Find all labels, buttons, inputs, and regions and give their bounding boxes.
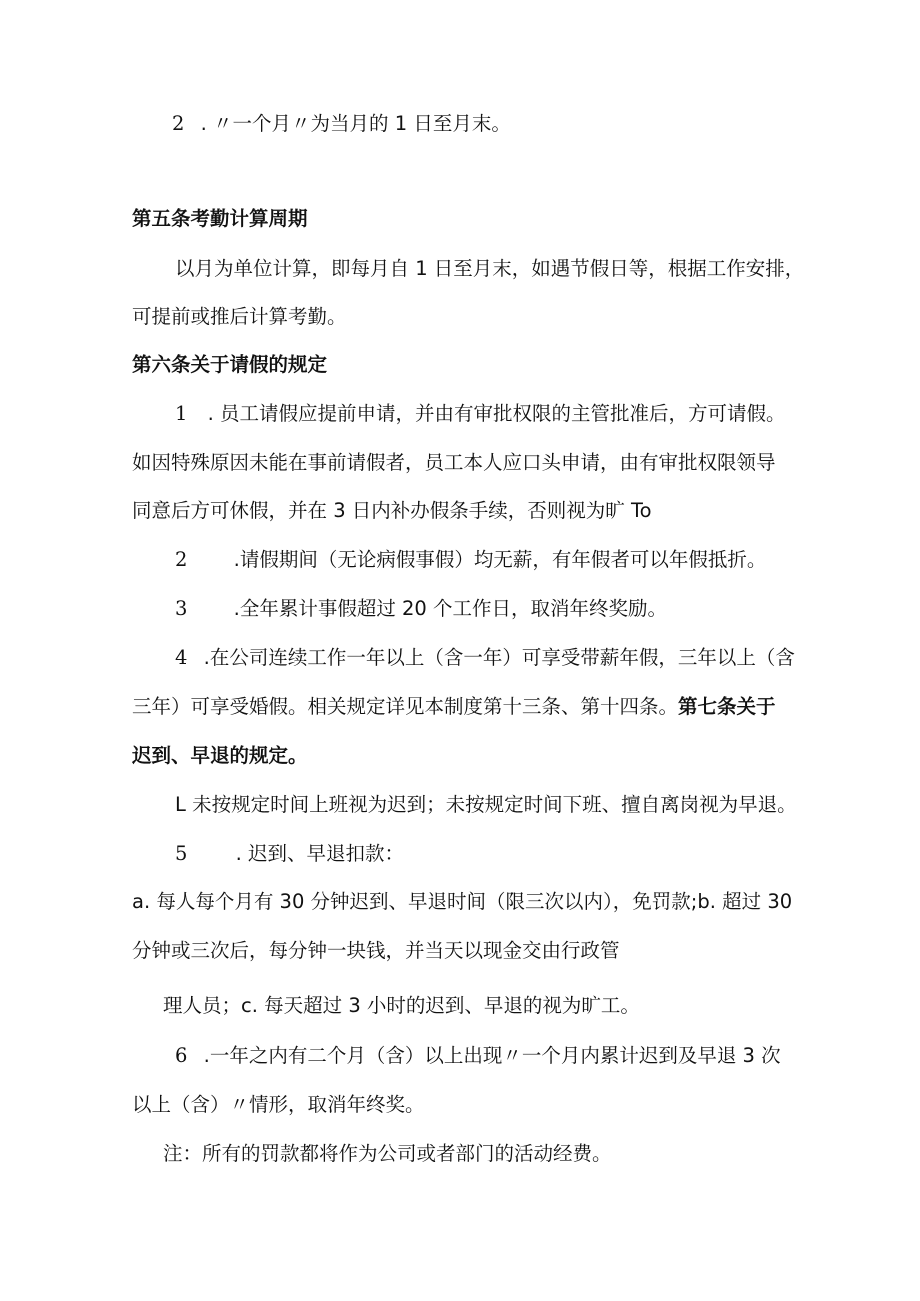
lateness-rule-1: L 未按规定时间上班视为迟到；未按规定时间下班、擅自离岗视为早退。: [175, 793, 797, 816]
leave-rule-2: [175, 545, 766, 575]
article-5-paragraph-line-2: 可提前或推后计算考勤。: [132, 305, 347, 328]
leave-rule-1-line-3: 同意后方可休假，并在 3 日内补办假条手续，否则视为旷 To: [132, 499, 652, 522]
item-number: 4: [175, 646, 188, 669]
lateness-rule-6-line-1: [175, 1041, 781, 1071]
article-5-paragraph-line-1: 以月为单位计算，即每月自 1 日至月末，如遇节假日等，根据工作安排，: [175, 257, 805, 280]
item-text: . 〃一个月〃为当月的 1 日至月末。: [200, 112, 511, 135]
leave-rule-4-line-2: [132, 692, 776, 722]
leave-rule-3: [175, 594, 667, 624]
item-text: 三年）可享受婚假。相关规定详见本制度第十三条、第十四条。: [132, 695, 679, 718]
item-text: .请假期间（无论病假事假）均无薪，有年假者可以年假抵折。: [233, 548, 767, 571]
leave-rule-1-line-2: 如因特殊原因未能在事前请假者，员工本人应口头申请，由有审批权限领导: [132, 451, 776, 474]
lateness-rule-5: [175, 839, 404, 869]
item-text: . 迟到、早退扣款：: [235, 842, 405, 865]
paragraph-month-definition: [172, 109, 511, 139]
lateness-rule-6-line-2: 以上（含）〃情形，取消年终奖。: [132, 1093, 425, 1116]
article-6-heading: 第六条关于请假的规定: [132, 353, 328, 376]
item-text: .全年累计事假超过 20 个工作日，取消年终奖励。: [233, 597, 668, 620]
deduction-rule-line-3: 理人员；c. 每天超过 3 小时的迟到、早退的视为旷工。: [163, 994, 640, 1017]
item-number: 3: [175, 597, 188, 620]
article-7-heading-part-1: 第七条关于: [678, 695, 776, 718]
item-text: . 员工请假应提前申请，并由有审批权限的主管批准后，方可请假。: [207, 402, 786, 425]
fines-note: 注：所有的罚款都将作为公司或者部门的活动经费。: [163, 1142, 612, 1165]
item-number: 5: [175, 842, 188, 865]
leave-rule-4-line-1: [175, 643, 795, 673]
item-number: 2: [175, 548, 188, 571]
item-text: .在公司连续工作一年以上（含一年）可享受带薪年假，三年以上（含: [203, 646, 795, 669]
article-5-heading: 第五条考勤计算周期: [132, 207, 308, 230]
item-number: 1: [175, 402, 188, 425]
deduction-rule-line-2: 分钟或三次后，每分钟一块钱，并当天以现金交由行政管: [132, 939, 620, 962]
item-number: 6: [175, 1044, 188, 1067]
item-text: .一年之内有二个月（含）以上出现〃一个月内累计迟到及早退 3 次: [203, 1044, 781, 1067]
item-number: 2: [172, 112, 185, 135]
leave-rule-1-line-1: [175, 399, 786, 429]
deduction-rule-line-1: a. 每人每个月有 30 分钟迟到、早退时间（限三次以内），免罚款;b. 超过 30: [132, 890, 793, 913]
article-7-heading-part-2: 迟到、早退的规定。: [132, 744, 308, 767]
